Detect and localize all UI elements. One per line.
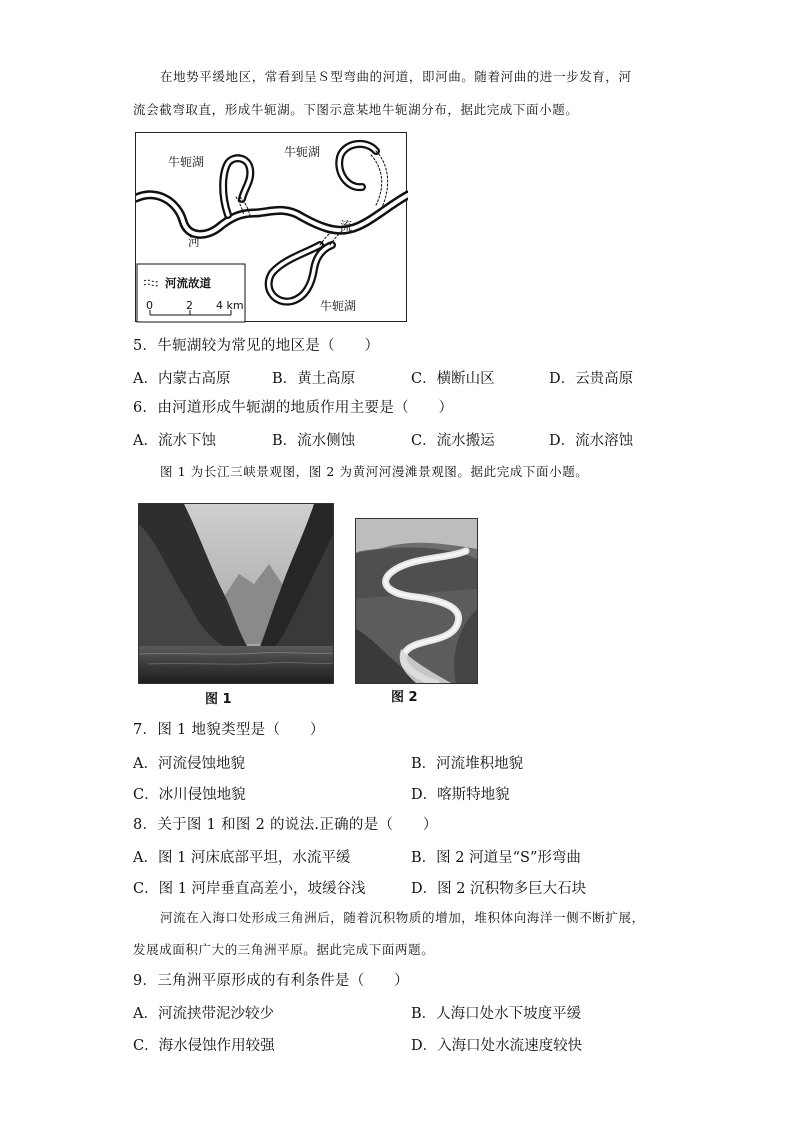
river-outer xyxy=(136,195,408,235)
q6-option-a[interactable]: A．流水下蚀 xyxy=(133,433,216,449)
q7-option-b[interactable]: B．河流堆积地貌 xyxy=(411,756,524,772)
q9-stem: 9．三角洲平原形成的有利条件是（ ） xyxy=(133,973,409,989)
figure-1-photo xyxy=(138,503,334,684)
q5-option-d[interactable]: D．云贵高原 xyxy=(549,371,634,387)
q6-stem: 6．由河道形成牛轭湖的地质作用主要是（ ） xyxy=(133,400,454,416)
q9-option-c[interactable]: C．海水侵蚀作用较强 xyxy=(133,1038,275,1054)
legend-box xyxy=(137,264,245,322)
q9-option-d[interactable]: D．入海口处水流速度较快 xyxy=(411,1038,583,1054)
q5-option-a[interactable]: A．内蒙古高原 xyxy=(133,371,231,387)
q7-stem: 7．图 1 地貌类型是（ ） xyxy=(133,722,325,738)
q5-option-c[interactable]: C．横断山区 xyxy=(411,371,495,387)
q9-option-b[interactable]: B．人海口处水下坡度平缓 xyxy=(411,1006,582,1022)
map-label-liu: 流 xyxy=(340,219,353,233)
map-label-lake-2: 牛轭湖 xyxy=(284,145,321,159)
q7-option-d[interactable]: D．喀斯特地貌 xyxy=(411,787,510,803)
figure-2-photo xyxy=(355,518,478,684)
q5-stem: 5．牛轭湖较为常见的地区是（ ） xyxy=(133,338,380,354)
figure-2-caption: 图 2 xyxy=(391,690,418,705)
intro-2: 图 1 为长江三峡景观图，图 2 为黄河河漫滩景观图。据此完成下面小题。 xyxy=(160,464,589,479)
q9-option-a[interactable]: A．河流挟带泥沙较少 xyxy=(133,1006,274,1022)
q8-option-c[interactable]: C．图 1 河岸垂直高差小，坡缓谷浅 xyxy=(133,881,366,897)
scale-2: 2 xyxy=(186,299,193,312)
q8-option-d[interactable]: D．图 2 沉积物多巨大石块 xyxy=(411,881,587,897)
scale-4km: 4 km xyxy=(216,299,244,312)
q8-option-a[interactable]: A．图 1 河床底部平坦，水流平缓 xyxy=(133,850,351,866)
q5-option-b[interactable]: B．黄土高原 xyxy=(272,371,356,387)
old-channel-2b xyxy=(371,155,382,205)
intro-3-line-2: 发展成面积广大的三角洲平原。据此完成下面两题。 xyxy=(133,942,435,957)
map-label-lake-3: 牛轭湖 xyxy=(320,299,357,313)
q7-option-a[interactable]: A．河流侵蚀地貌 xyxy=(133,756,245,772)
intro-3-line-1: 河流在入海口处形成三角洲后，随着沉积物质的增加，堆积体向海洋一侧不断扩展， xyxy=(160,910,645,925)
oxbow-lake-map xyxy=(135,132,407,322)
q7-option-c[interactable]: C．冰川侵蚀地貌 xyxy=(133,787,246,803)
q8-stem: 8．关于图 1 和图 2 的说法.正确的是（ ） xyxy=(133,817,438,833)
q8-option-b[interactable]: B．图 2 河道呈“S”形弯曲 xyxy=(411,850,581,866)
map-label-lake-1: 牛轭湖 xyxy=(168,155,205,169)
intro-line-2: 流会截弯取直，形成牛轭湖。下图示意某地牛轭湖分布，据此完成下面小题。 xyxy=(133,102,579,117)
q6-option-d[interactable]: D．流水溶蚀 xyxy=(549,433,634,449)
old-channel-2 xyxy=(376,151,388,207)
scale-0: 0 xyxy=(146,299,153,312)
figure-1-caption: 图 1 xyxy=(205,692,232,707)
intro-line-1: 在地势平缓地区，常看到呈Ｓ型弯曲的河道，即河曲。随着河曲的进一步发育，河 xyxy=(160,69,632,84)
q6-option-c[interactable]: C．流水搬运 xyxy=(411,433,495,449)
map-label-he: 河 xyxy=(188,235,201,249)
q6-option-b[interactable]: B．流水侧蚀 xyxy=(272,433,356,449)
legend-label: 河流故道 xyxy=(165,276,211,290)
